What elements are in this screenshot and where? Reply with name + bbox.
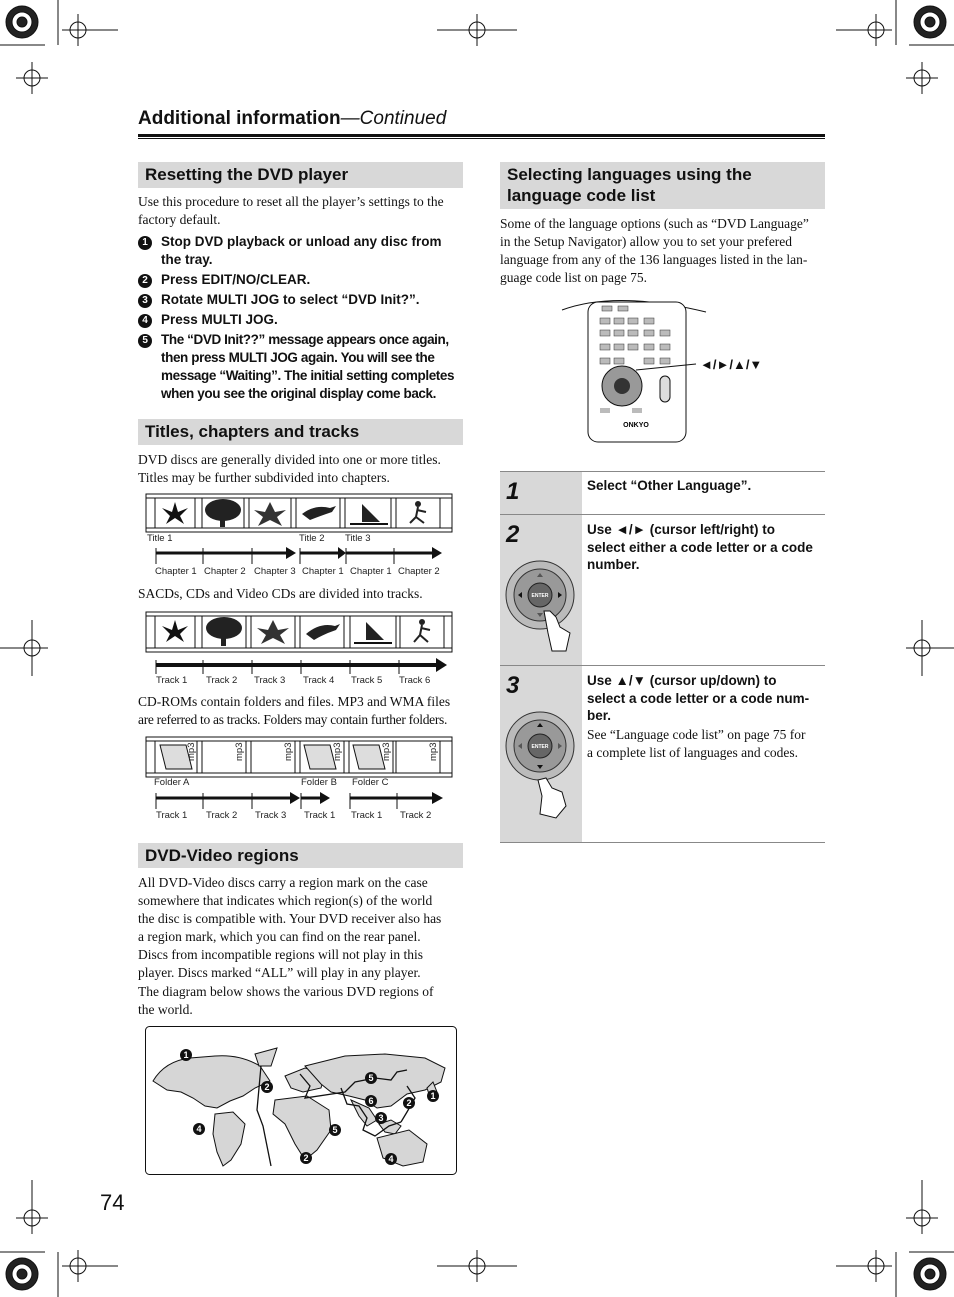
track-label: Track 2 [206,675,238,686]
region-mark [365,1072,377,1084]
step-number: 2 [506,521,520,548]
step-text: then press MULTI JOG again. You will see the [161,350,435,365]
regions-para-2 [138,983,468,1019]
header-title: Additional information [138,108,341,129]
text-line: the world. [138,1002,193,1017]
file-label: mp3 [381,742,392,761]
cursor-keys-callout: ◄/►/▲/▼ [700,357,763,372]
cdrom-text-2: are referred to as tracks. Folders may contain further folders. [138,712,448,727]
text-line: The diagram below shows the various DVD regions of [138,984,434,999]
text-line: somewhere that indicates which region(s) of the world [138,893,433,908]
step-number: 1 [138,236,152,250]
languages-intro [500,215,830,287]
step-number: 5 [138,334,152,348]
folder-label: Folder C [352,777,389,788]
text-line: player. Discs marked “ALL” will play in any player. [138,965,421,980]
text-line: in the Setup Navigator) allow you to set your prefered [500,234,793,249]
chapter-label: Chapter 2 [204,566,246,577]
region-mark [403,1097,415,1109]
svg-text:6: 6 [368,1096,374,1106]
svg-text:1: 1 [183,1050,189,1060]
svg-text:2: 2 [303,1153,309,1163]
heading-line: language code list [507,186,656,205]
folder-label: Folder B [301,777,337,788]
header-continued: —Continued [340,108,447,129]
region-mark [180,1049,192,1061]
titles-intro-1: DVD discs are generally divided into one or more titles. [138,452,441,467]
section-heading-languages [500,162,825,209]
text-line: Use ▲/▼ (cursor up/down) to [587,673,777,688]
svg-text:1: 1 [430,1091,436,1101]
track-label: Track 3 [254,675,286,686]
text-line: guage code list on page 75. [500,270,647,285]
page-number: 74 [100,1190,125,1215]
step-text: Press MULTI JOG. [161,312,278,327]
chapter-label: Chapter 1 [155,566,197,577]
title-label-3: Title 3 [345,533,371,544]
titles-intro-2: Titles may be further subdivided into chapters. [138,470,390,485]
language-step-1 [500,471,825,515]
text-line: number. [587,557,640,572]
section-heading-titles: Titles, chapters and tracks [138,419,463,445]
step-text: Rotate MULTI JOG to select “DVD Init?”. [161,292,420,307]
text-line: a region mark, which you can find on the rear panel. [138,929,421,944]
reset-step-5 [138,331,468,401]
svg-text:4: 4 [196,1124,202,1134]
region-mark [427,1090,439,1102]
svg-text:5: 5 [332,1125,338,1135]
svg-text:ENTER: ENTER [531,744,549,750]
track-label: Track 3 [255,810,287,821]
text-line: Discs from incompatible regions will not play in this [138,947,423,962]
reset-step-2 [138,271,468,289]
reset-intro: Use this procedure to reset all the player’s settings to the factory default. [138,194,444,227]
language-step-3 [500,665,825,843]
text-line: select either a code letter or a code [587,539,813,555]
reset-step-3 [138,291,468,309]
track-label: Track 1 [156,675,188,686]
section-heading-regions: DVD-Video regions [138,843,463,868]
step-number: 4 [138,314,152,328]
step-text: The “DVD Init??” message appears once again, [161,332,449,347]
text-line: the disc is compatible with. Your DVD receiver also has [138,911,442,926]
cursor-pad-up-down-icon [504,710,580,822]
region-mark [329,1124,341,1136]
chapter-label: Chapter 1 [350,566,392,577]
dvd-region-map [145,1026,457,1176]
track-label: Track 1 [304,810,336,821]
track-label: Track 1 [351,810,383,821]
text-line: All DVD-Video discs carry a region mark on the case [138,875,428,890]
cdrom-text-1: CD-ROMs contain folders and files. MP3 and WMA files [138,694,451,709]
header-rule-thin [138,138,825,139]
text-line: language from any of the 136 languages listed in the lan- [500,252,808,267]
step-text: message “Waiting”. The initial setting completes [161,368,455,383]
sacd-text: SACDs, CDs and Video CDs are divided into tracks. [138,586,423,601]
track-label: Track 2 [206,810,238,821]
text-line: a complete list of languages and codes. [587,745,799,760]
step-number: 3 [138,294,152,308]
step-number: 1 [506,478,520,505]
step-text [587,521,825,574]
svg-text:4: 4 [388,1154,394,1164]
text-line: Use ◄/► (cursor left/right) to [587,522,775,537]
region-mark [375,1112,387,1124]
step-text: Press EDIT/NO/CLEAR. [161,272,311,287]
language-step-2 [500,514,825,666]
cursor-pad-left-right-icon [504,555,580,655]
title-label-1: Title 1 [147,533,173,544]
svg-text:5: 5 [368,1073,374,1083]
text-line: select a code letter or a code num- [587,690,810,706]
step-text: the tray. [161,252,213,267]
region-mark [261,1081,273,1093]
step-number: 2 [138,274,152,288]
title-label-2: Title 2 [299,533,325,544]
step-text: Stop DVD playback or unload any disc from [161,234,442,249]
chapter-label: Chapter 2 [398,566,440,577]
step-number: 3 [506,672,520,699]
svg-text:2: 2 [264,1082,270,1092]
chapter-label: Chapter 3 [254,566,296,577]
step-text: Select “Other Language”. [587,478,752,493]
step-text: when you see the original display come back. [161,386,436,401]
track-label: Track 5 [351,675,383,686]
brand-logo: ONKYO [623,422,649,429]
region-mark [193,1123,205,1135]
remote-control-illustration [556,296,716,446]
step-text [587,672,825,725]
track-label: Track 1 [156,810,188,821]
text-line: Some of the language options (such as “DVD Language” [500,216,809,231]
svg-text:3: 3 [378,1113,384,1123]
heading-line: Selecting languages using the [507,165,752,184]
svg-text:2: 2 [406,1098,412,1108]
header-rule [138,134,825,137]
chapter-label: Chapter 1 [302,566,344,577]
regions-para-1 [138,874,468,982]
text-line: ber. [587,708,612,723]
track-label: Track 6 [399,675,431,686]
page-header [138,108,446,130]
step-note [587,726,825,762]
section-heading-reset: Resetting the DVD player [138,162,463,188]
folder-label: Folder A [154,777,190,788]
reset-step-4 [138,311,468,329]
file-label: mp3 [283,742,294,761]
svg-text:ENTER: ENTER [531,593,549,599]
file-label: mp3 [186,742,197,761]
file-label: mp3 [234,742,245,761]
file-label: mp3 [428,742,439,761]
region-mark [365,1095,377,1107]
region-mark [385,1153,397,1165]
track-label: Track 4 [303,675,335,686]
file-label: mp3 [332,742,343,761]
region-mark [300,1152,312,1164]
track-label: Track 2 [400,810,432,821]
reset-step-1 [138,233,468,267]
text-line: See “Language code list” on page 75 for [587,727,806,742]
